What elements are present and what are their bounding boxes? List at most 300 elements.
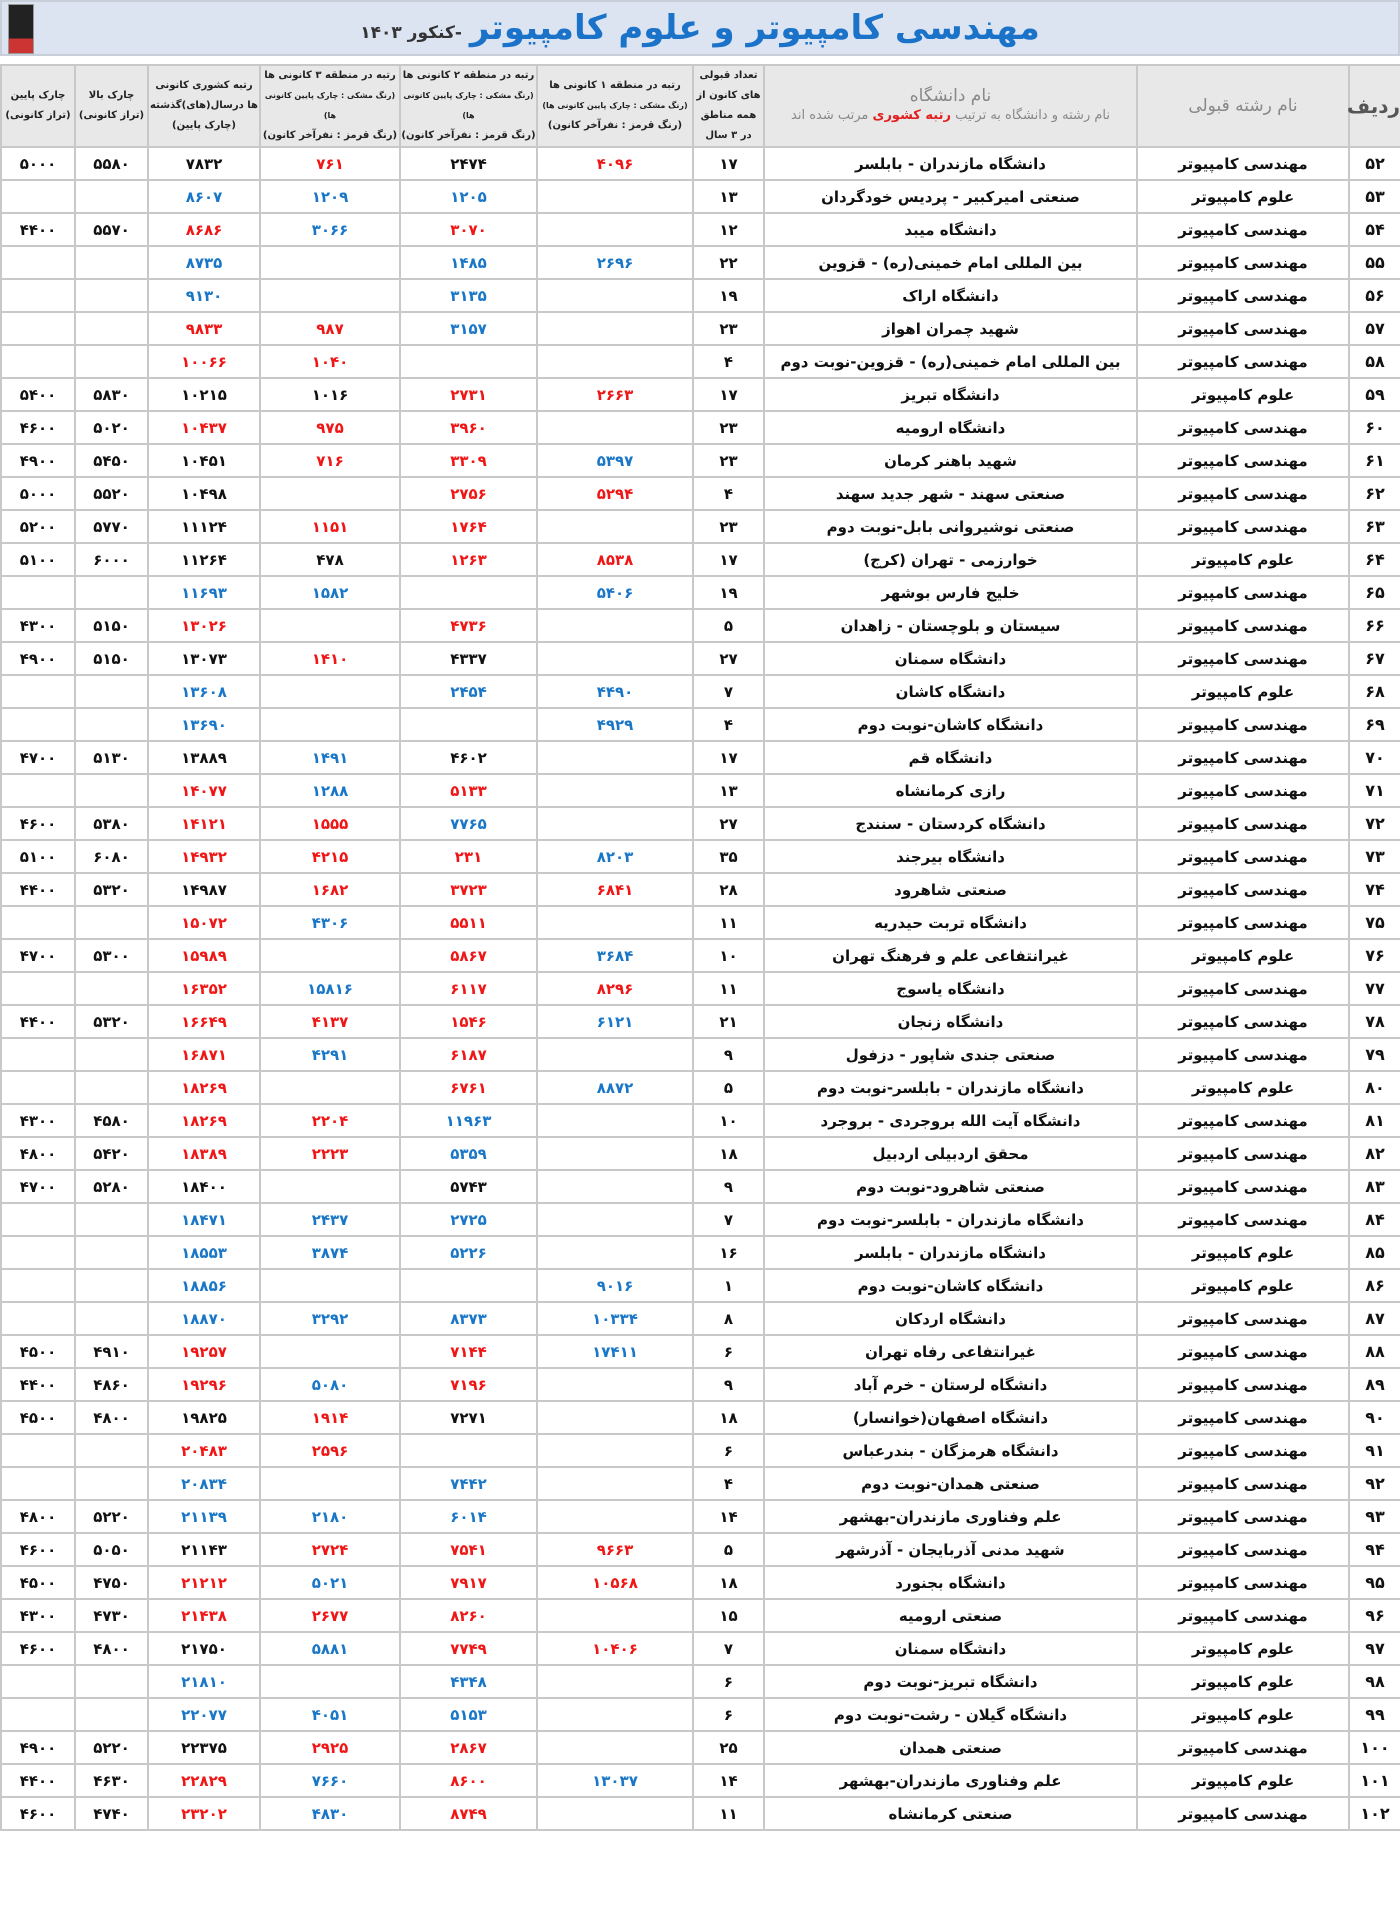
university-cell: شهید مدنی آذربایجان - آذرشهر (764, 1533, 1137, 1566)
logo (8, 4, 34, 54)
major-cell: مهندسی کامپیوتر (1137, 774, 1349, 807)
university-cell: بین المللی امام خمینی(ره) - قزوین (764, 246, 1137, 279)
rank-region1-cell (537, 1500, 693, 1533)
table-row (1, 840, 1400, 873)
rank-region3-cell: ۴۰۵۱ (260, 1698, 400, 1731)
admit-count-cell: ۱ (693, 1269, 764, 1302)
rank-region3-cell: ۱۰۴۰ (260, 345, 400, 378)
admit-count-cell: ۶ (693, 1335, 764, 1368)
rank-region3-cell: ۱۴۹۱ (260, 741, 400, 774)
page-subtitle: -کنکور ۱۴۰۳ (360, 23, 462, 43)
row-number-cell: ۹۲ (1349, 1467, 1400, 1500)
rank-region3-cell (260, 246, 400, 279)
major-cell: مهندسی کامپیوتر (1137, 972, 1349, 1005)
rank-region2-cell: ۶۱۱۷ (400, 972, 537, 1005)
rank-region2-cell: ۷۷۴۹ (400, 1632, 537, 1665)
university-cell: دانشگاه یاسوج (764, 972, 1137, 1005)
rank-region2-cell: ۸۷۴۹ (400, 1797, 537, 1830)
rank-region3-cell: ۹۷۵ (260, 411, 400, 444)
admit-count-cell: ۱۳ (693, 180, 764, 213)
rank-region2-cell: ۴۳۴۸ (400, 1665, 537, 1698)
upper-quartile-cell: ۴۸۰۰ (75, 1632, 148, 1665)
lower-quartile-cell: ۵۰۰۰ (1, 147, 75, 180)
rank-region2-cell: ۳۳۰۹ (400, 444, 537, 477)
col-region1-title: رتبه در منطقه ۱ کانونی ها (549, 80, 681, 91)
rank-region2-cell: ۶۱۸۷ (400, 1038, 537, 1071)
upper-quartile-cell: ۴۷۳۰ (75, 1599, 148, 1632)
major-cell: علوم کامپیوتر (1137, 1698, 1349, 1731)
rank-region1-cell (537, 1797, 693, 1830)
lower-quartile-cell (1, 576, 75, 609)
national-rank-cell: ۱۳۸۸۹ (148, 741, 260, 774)
admit-count-cell: ۲۷ (693, 807, 764, 840)
lower-quartile-cell: ۴۶۰۰ (1, 1797, 75, 1830)
rank-region1-cell (537, 741, 693, 774)
rank-region2-cell: ۷۱۴۴ (400, 1335, 537, 1368)
major-cell: مهندسی کامپیوتر (1137, 1005, 1349, 1038)
major-cell: مهندسی کامپیوتر (1137, 1797, 1349, 1830)
upper-quartile-cell: ۵۲۸۰ (75, 1170, 148, 1203)
lower-quartile-cell: ۴۴۰۰ (1, 213, 75, 246)
rank-region1-cell: ۱۰۴۰۶ (537, 1632, 693, 1665)
admit-count-cell: ۶ (693, 1434, 764, 1467)
rank-region3-cell: ۳۰۶۶ (260, 213, 400, 246)
major-cell: مهندسی کامپیوتر (1137, 1467, 1349, 1500)
rank-region1-cell (537, 1104, 693, 1137)
row-number-cell: ۵۴ (1349, 213, 1400, 246)
national-rank-cell: ۱۰۰۶۶ (148, 345, 260, 378)
admit-count-cell: ۵ (693, 609, 764, 642)
university-cell: صنعتی شاهرود-نوبت دوم (764, 1170, 1137, 1203)
major-cell: مهندسی کامپیوتر (1137, 1203, 1349, 1236)
rank-region2-cell: ۶۷۶۱ (400, 1071, 537, 1104)
major-cell: مهندسی کامپیوتر (1137, 477, 1349, 510)
rank-region1-cell (537, 609, 693, 642)
national-rank-cell: ۲۲۰۷۷ (148, 1698, 260, 1731)
national-rank-cell: ۲۲۳۷۵ (148, 1731, 260, 1764)
table-row (1, 378, 1400, 411)
university-cell: دانشگاه کردستان - سنندج (764, 807, 1137, 840)
national-rank-cell: ۱۰۴۹۸ (148, 477, 260, 510)
admit-count-cell: ۱۸ (693, 1137, 764, 1170)
table-row (1, 1500, 1400, 1533)
rank-region1-cell: ۶۱۲۱ (537, 1005, 693, 1038)
lower-quartile-cell (1, 1665, 75, 1698)
university-cell: خلیج فارس بوشهر (764, 576, 1137, 609)
rank-region1-cell: ۹۶۶۳ (537, 1533, 693, 1566)
national-rank-cell: ۱۹۲۵۷ (148, 1335, 260, 1368)
lower-quartile-cell: ۴۶۰۰ (1, 807, 75, 840)
admit-count-cell: ۱۰ (693, 939, 764, 972)
admit-count-cell: ۱۷ (693, 543, 764, 576)
col-major: نام رشته قبولی (1137, 65, 1349, 147)
rank-region2-cell: ۵۸۶۷ (400, 939, 537, 972)
university-cell: شهید باهنر کرمان (764, 444, 1137, 477)
upper-quartile-cell (75, 246, 148, 279)
row-number-cell: ۶۱ (1349, 444, 1400, 477)
lower-quartile-cell (1, 1269, 75, 1302)
lower-quartile-cell: ۴۵۰۰ (1, 1335, 75, 1368)
national-rank-cell: ۱۱۲۶۴ (148, 543, 260, 576)
rank-region3-cell: ۲۲۲۳ (260, 1137, 400, 1170)
major-cell: مهندسی کامپیوتر (1137, 213, 1349, 246)
row-number-cell: ۸۰ (1349, 1071, 1400, 1104)
national-rank-cell: ۱۸۴۰۰ (148, 1170, 260, 1203)
major-cell: مهندسی کامپیوتر (1137, 1566, 1349, 1599)
upper-quartile-cell (75, 906, 148, 939)
admission-table (0, 64, 1400, 1831)
university-cell: صنعتی امیرکبیر - پردیس خودگردان (764, 180, 1137, 213)
upper-quartile-cell (75, 576, 148, 609)
upper-quartile-cell (75, 345, 148, 378)
rank-region3-cell: ۱۲۰۹ (260, 180, 400, 213)
university-cell: صنعتی کرمانشاه (764, 1797, 1137, 1830)
rank-region1-cell (537, 510, 693, 543)
lower-quartile-cell: ۴۹۰۰ (1, 444, 75, 477)
region2-note-red: (رنگ قرمز : نفرآخر کانون) (401, 130, 536, 141)
table-row (1, 1665, 1400, 1698)
university-cell: دانشگاه بیرجند (764, 840, 1137, 873)
lower-quartile-cell: ۴۷۰۰ (1, 741, 75, 774)
upper-quartile-cell: ۵۸۳۰ (75, 378, 148, 411)
major-cell: مهندسی کامپیوتر (1137, 708, 1349, 741)
university-cell: دانشگاه میبد (764, 213, 1137, 246)
university-cell: دانشگاه بجنورد (764, 1566, 1137, 1599)
row-number-cell: ۵۹ (1349, 378, 1400, 411)
rank-region1-cell (537, 807, 693, 840)
major-cell: مهندسی کامپیوتر (1137, 1731, 1349, 1764)
rank-region1-cell: ۱۷۴۱۱ (537, 1335, 693, 1368)
rank-region2-cell: ۷۵۴۱ (400, 1533, 537, 1566)
row-number-cell: ۶۰ (1349, 411, 1400, 444)
university-cell: علم وفناوری مازندران-بهشهر (764, 1500, 1137, 1533)
major-cell: علوم کامپیوتر (1137, 180, 1349, 213)
table-row (1, 741, 1400, 774)
rank-region1-cell: ۵۲۹۴ (537, 477, 693, 510)
lower-quartile-cell: ۵۱۰۰ (1, 543, 75, 576)
table-row (1, 1203, 1400, 1236)
rank-region1-cell (537, 642, 693, 675)
table-row (1, 675, 1400, 708)
row-number-cell: ۵۷ (1349, 312, 1400, 345)
rank-region2-cell: ۷۴۴۲ (400, 1467, 537, 1500)
major-cell: مهندسی کامپیوتر (1137, 345, 1349, 378)
university-cell: دانشگاه اردکان (764, 1302, 1137, 1335)
rank-region3-cell: ۲۵۹۶ (260, 1434, 400, 1467)
major-cell: مهندسی کامپیوتر (1137, 510, 1349, 543)
table-row (1, 1335, 1400, 1368)
rank-region2-cell: ۵۱۳۳ (400, 774, 537, 807)
rank-region3-cell (260, 939, 400, 972)
table-row (1, 1434, 1400, 1467)
upper-quartile-cell: ۴۷۵۰ (75, 1566, 148, 1599)
rank-region3-cell: ۲۱۸۰ (260, 1500, 400, 1533)
lower-quartile-cell: ۴۶۰۰ (1, 411, 75, 444)
upper-quartile-cell: ۵۴۵۰ (75, 444, 148, 477)
table-row (1, 345, 1400, 378)
admit-count-cell: ۲۳ (693, 444, 764, 477)
admit-count-cell: ۱۲ (693, 213, 764, 246)
rank-region3-cell (260, 1269, 400, 1302)
row-number-cell: ۶۷ (1349, 642, 1400, 675)
rank-region2-cell: ۸۳۷۳ (400, 1302, 537, 1335)
major-cell: مهندسی کامپیوتر (1137, 1038, 1349, 1071)
major-cell: مهندسی کامپیوتر (1137, 1368, 1349, 1401)
national-rank-cell: ۱۶۸۷۱ (148, 1038, 260, 1071)
university-cell: بین المللی امام خمینی(ره) - قزوین-نوبت دوم (764, 345, 1137, 378)
row-number-cell: ۷۸ (1349, 1005, 1400, 1038)
lower-quartile-cell: ۴۳۰۰ (1, 1104, 75, 1137)
major-cell: مهندسی کامپیوتر (1137, 609, 1349, 642)
admit-count-cell: ۹ (693, 1368, 764, 1401)
table-row (1, 1038, 1400, 1071)
admit-count-cell: ۴ (693, 1467, 764, 1500)
upper-quartile-cell: ۵۱۵۰ (75, 609, 148, 642)
university-cell: سیستان و بلوچستان - زاهدان (764, 609, 1137, 642)
row-number-cell: ۸۹ (1349, 1368, 1400, 1401)
row-number-cell: ۷۶ (1349, 939, 1400, 972)
row-number-cell: ۷۳ (1349, 840, 1400, 873)
rank-region2-cell: ۴۷۳۶ (400, 609, 537, 642)
table-row (1, 1170, 1400, 1203)
rank-region2-cell: ۷۲۷۱ (400, 1401, 537, 1434)
admit-count-cell: ۲۳ (693, 312, 764, 345)
national-rank-cell: ۸۶۰۷ (148, 180, 260, 213)
rank-region3-cell: ۷۶۱ (260, 147, 400, 180)
col-region2-title: رتبه در منطقه ۲ کانونی ها (402, 70, 535, 81)
rank-region3-cell: ۳۸۷۴ (260, 1236, 400, 1269)
row-number-cell: ۷۴ (1349, 873, 1400, 906)
rank-region2-cell: ۱۱۹۶۳ (400, 1104, 537, 1137)
upper-quartile-cell (75, 708, 148, 741)
table-row (1, 873, 1400, 906)
col-national-title: رتبه کشوری کانونی ها درسال(های)گذشته (150, 80, 258, 111)
region1-note-red: (رنگ قرمز : نفرآخر کانون) (547, 120, 683, 131)
admit-count-cell: ۱۰ (693, 1104, 764, 1137)
page-title: مهندسی کامپیوتر و علوم کامپیوتر (469, 8, 1040, 48)
major-cell: مهندسی کامپیوتر (1137, 1599, 1349, 1632)
national-rank-cell: ۱۶۳۵۲ (148, 972, 260, 1005)
lower-quartile-cell (1, 1038, 75, 1071)
table-row (1, 774, 1400, 807)
major-cell: علوم کامپیوتر (1137, 1764, 1349, 1797)
admit-count-cell: ۵ (693, 1071, 764, 1104)
col-lower-quartile (1, 65, 75, 147)
row-number-cell: ۵۵ (1349, 246, 1400, 279)
national-rank-cell: ۱۰۴۵۱ (148, 444, 260, 477)
col-region1 (537, 65, 693, 147)
national-rank-cell: ۱۰۴۳۷ (148, 411, 260, 444)
table-row (1, 1731, 1400, 1764)
table-row (1, 543, 1400, 576)
national-rank-cell: ۱۹۸۲۵ (148, 1401, 260, 1434)
rank-region2-cell: ۱۴۸۵ (400, 246, 537, 279)
national-rank-cell: ۸۶۸۶ (148, 213, 260, 246)
national-rank-cell: ۱۴۰۷۷ (148, 774, 260, 807)
lower-quartile-cell (1, 1434, 75, 1467)
rank-region3-cell: ۹۸۷ (260, 312, 400, 345)
rank-region1-cell: ۸۲۹۶ (537, 972, 693, 1005)
admit-count-cell: ۱۷ (693, 741, 764, 774)
major-cell: مهندسی کامپیوتر (1137, 1170, 1349, 1203)
lower-quartile-cell: ۴۴۰۰ (1, 1005, 75, 1038)
lower-quartile-cell (1, 1236, 75, 1269)
upper-quartile-cell: ۵۵۷۰ (75, 213, 148, 246)
rank-region3-cell: ۲۹۲۵ (260, 1731, 400, 1764)
national-rank-cell: ۲۲۸۲۹ (148, 1764, 260, 1797)
rank-region2-cell: ۷۱۹۶ (400, 1368, 537, 1401)
rank-region3-cell (260, 609, 400, 642)
row-number-cell: ۸۶ (1349, 1269, 1400, 1302)
upper-quartile-cell (75, 972, 148, 1005)
admit-count-cell: ۱۳ (693, 774, 764, 807)
rank-region3-cell: ۷۶۶۰ (260, 1764, 400, 1797)
major-cell: مهندسی کامپیوتر (1137, 840, 1349, 873)
national-rank-cell: ۹۸۳۳ (148, 312, 260, 345)
admit-count-cell: ۱۷ (693, 378, 764, 411)
university-cell: رازی کرمانشاه (764, 774, 1137, 807)
rank-region2-cell (400, 576, 537, 609)
upper-quartile-cell: ۵۴۲۰ (75, 1137, 148, 1170)
upper-quartile-cell (75, 675, 148, 708)
rank-region1-cell (537, 312, 693, 345)
rank-region3-cell: ۴۸۳۰ (260, 1797, 400, 1830)
rank-region1-cell: ۴۴۹۰ (537, 675, 693, 708)
major-cell: علوم کامپیوتر (1137, 675, 1349, 708)
row-number-cell: ۱۰۱ (1349, 1764, 1400, 1797)
row-number-cell: ۷۱ (1349, 774, 1400, 807)
major-cell: مهندسی کامپیوتر (1137, 312, 1349, 345)
row-number-cell: ۵۳ (1349, 180, 1400, 213)
national-rank-cell: ۱۳۶۹۰ (148, 708, 260, 741)
rank-region3-cell: ۱۹۱۴ (260, 1401, 400, 1434)
upper-quartile-cell (75, 1698, 148, 1731)
upper-quartile-cell: ۴۹۱۰ (75, 1335, 148, 1368)
rank-region3-cell: ۲۴۳۷ (260, 1203, 400, 1236)
upper-quartile-cell (75, 1434, 148, 1467)
table-row (1, 609, 1400, 642)
lower-quartile-cell: ۴۶۰۰ (1, 1533, 75, 1566)
row-number-cell: ۸۴ (1349, 1203, 1400, 1236)
upper-quartile-cell (75, 1665, 148, 1698)
row-number-cell: ۹۱ (1349, 1434, 1400, 1467)
rank-region2-cell: ۲۷۵۶ (400, 477, 537, 510)
rank-region3-cell: ۲۲۰۴ (260, 1104, 400, 1137)
col-lower-note: (تراز کانونی) (5, 110, 71, 121)
national-rank-cell: ۱۱۱۲۴ (148, 510, 260, 543)
upper-quartile-cell: ۵۲۲۰ (75, 1500, 148, 1533)
rank-region1-cell (537, 180, 693, 213)
admit-count-cell: ۴ (693, 345, 764, 378)
upper-quartile-cell: ۶۰۰۰ (75, 543, 148, 576)
lower-quartile-cell: ۵۴۰۰ (1, 378, 75, 411)
table-row (1, 1797, 1400, 1830)
rank-region1-cell (537, 1038, 693, 1071)
major-cell: مهندسی کامپیوتر (1137, 444, 1349, 477)
rank-region2-cell: ۶۰۱۴ (400, 1500, 537, 1533)
table-row (1, 939, 1400, 972)
col-upper-title: چارک بالا (88, 90, 135, 101)
rank-region1-cell (537, 774, 693, 807)
upper-quartile-cell: ۵۰۲۰ (75, 411, 148, 444)
major-cell: علوم کامپیوتر (1137, 939, 1349, 972)
row-number-cell: ۶۶ (1349, 609, 1400, 642)
row-number-cell: ۷۵ (1349, 906, 1400, 939)
rank-region3-cell: ۱۱۵۱ (260, 510, 400, 543)
university-cell: دانشگاه کاشان-نوبت دوم (764, 1269, 1137, 1302)
national-rank-cell: ۱۸۲۶۹ (148, 1104, 260, 1137)
major-cell: علوم کامپیوتر (1137, 1269, 1349, 1302)
rank-region2-cell: ۵۲۲۶ (400, 1236, 537, 1269)
rank-region2-cell: ۷۷۶۵ (400, 807, 537, 840)
rank-region2-cell: ۵۷۴۳ (400, 1170, 537, 1203)
university-cell: دانشگاه سمنان (764, 642, 1137, 675)
major-cell: مهندسی کامپیوتر (1137, 246, 1349, 279)
row-number-cell: ۹۸ (1349, 1665, 1400, 1698)
upper-quartile-cell (75, 180, 148, 213)
rank-region1-cell (537, 411, 693, 444)
university-cell: دانشگاه هرمزگان - بندرعباس (764, 1434, 1137, 1467)
lower-quartile-cell: ۴۴۰۰ (1, 1368, 75, 1401)
rank-region2-cell: ۸۶۰۰ (400, 1764, 537, 1797)
rank-region3-cell (260, 477, 400, 510)
lower-quartile-cell (1, 246, 75, 279)
admit-count-cell: ۸ (693, 1302, 764, 1335)
major-cell: مهندسی کامپیوتر (1137, 1104, 1349, 1137)
row-number-cell: ۹۷ (1349, 1632, 1400, 1665)
table-row (1, 477, 1400, 510)
table-row (1, 510, 1400, 543)
major-cell: مهندسی کامپیوتر (1137, 411, 1349, 444)
region1-note-black: (رنگ مشکی : چارک پایین کانونی ها) (542, 101, 688, 110)
row-number-cell: ۹۳ (1349, 1500, 1400, 1533)
major-cell: مهندسی کامپیوتر (1137, 1302, 1349, 1335)
rank-region1-cell: ۶۸۴۱ (537, 873, 693, 906)
rank-region3-cell: ۵۰۸۰ (260, 1368, 400, 1401)
table-row (1, 1104, 1400, 1137)
admit-count-cell: ۱۹ (693, 279, 764, 312)
rank-region2-cell (400, 345, 537, 378)
lower-quartile-cell (1, 1302, 75, 1335)
admit-count-cell: ۷ (693, 675, 764, 708)
rank-region3-cell: ۴۳۰۶ (260, 906, 400, 939)
table-row (1, 444, 1400, 477)
major-cell: مهندسی کامپیوتر (1137, 147, 1349, 180)
lower-quartile-cell (1, 279, 75, 312)
university-cell: دانشگاه قم (764, 741, 1137, 774)
rank-region2-cell: ۳۹۶۰ (400, 411, 537, 444)
rank-region1-cell (537, 1137, 693, 1170)
table-row (1, 279, 1400, 312)
national-rank-cell: ۱۸۲۶۹ (148, 1071, 260, 1104)
national-rank-cell: ۱۳۶۰۸ (148, 675, 260, 708)
university-cell: صنعتی همدان (764, 1731, 1137, 1764)
major-cell: مهندسی کامپیوتر (1137, 1335, 1349, 1368)
rank-region2-cell: ۲۸۶۷ (400, 1731, 537, 1764)
rank-region2-cell: ۱۷۶۴ (400, 510, 537, 543)
major-cell: مهندسی کامپیوتر (1137, 279, 1349, 312)
upper-quartile-cell (75, 1269, 148, 1302)
rank-region3-cell: ۱۴۱۰ (260, 642, 400, 675)
rank-region3-cell: ۷۱۶ (260, 444, 400, 477)
national-rank-cell: ۲۰۸۳۴ (148, 1467, 260, 1500)
lower-quartile-cell (1, 972, 75, 1005)
rank-region2-cell: ۴۶۰۲ (400, 741, 537, 774)
university-cell: صنعتی سهند - شهر جدید سهند (764, 477, 1137, 510)
rank-region3-cell: ۲۷۲۴ (260, 1533, 400, 1566)
national-rank-cell: ۱۴۹۸۷ (148, 873, 260, 906)
row-number-cell: ۱۰۰ (1349, 1731, 1400, 1764)
